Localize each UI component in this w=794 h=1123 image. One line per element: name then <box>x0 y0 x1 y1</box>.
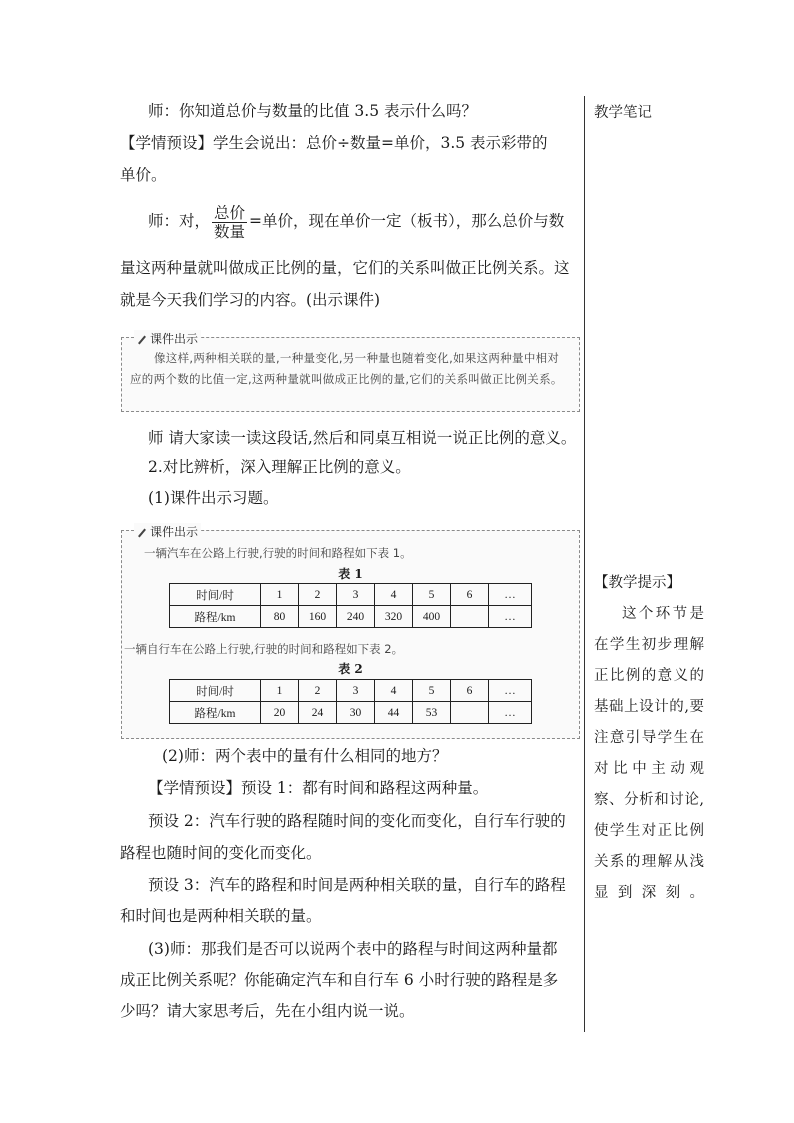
table-cell: 320 <box>375 606 413 628</box>
table-cell: … <box>489 702 532 724</box>
paragraph-line: 成正比例关系呢？你能确定汽车和自行车 6 小时行驶的路程是多 <box>120 971 559 989</box>
table-header-cell: 时间/时 <box>170 584 261 606</box>
table-header-cell: 路程/km <box>170 606 261 628</box>
table1 <box>169 583 532 628</box>
table-cell: 1 <box>261 680 299 702</box>
fraction-numerator: 总价 <box>214 203 246 222</box>
table-header-cell: 路程/km <box>170 702 261 724</box>
courseware-box-definition <box>121 332 580 412</box>
table-cell: 30 <box>337 702 375 724</box>
table-cell: 24 <box>299 702 337 724</box>
table-cell: 80 <box>261 606 299 628</box>
table-cell: 4 <box>375 680 413 702</box>
paragraph-line: 【学情预设】预设 1：都有时间和路程这两种量。 <box>148 779 489 797</box>
table-cell: … <box>489 606 532 628</box>
table-cell <box>451 702 489 724</box>
paragraph-line: 路程也随时间的变化而变化。 <box>120 844 322 862</box>
pen-icon <box>138 335 146 344</box>
table-cell: 3 <box>337 680 375 702</box>
table-row <box>170 584 532 606</box>
table-row <box>170 680 532 702</box>
table-cell <box>451 606 489 628</box>
paragraph-line: (3)师：那我们是否可以说两个表中的路程与时间这两种量都 <box>148 940 558 958</box>
table-cell: 4 <box>375 584 413 606</box>
table-cell: 2 <box>299 584 337 606</box>
notes-heading: 教学笔记 <box>594 105 652 121</box>
table-cell: 20 <box>261 702 299 724</box>
paragraph-line: (1)课件出示习题。 <box>148 489 279 507</box>
table-cell: … <box>489 584 532 606</box>
paragraph-line: (2)师：两个表中的量有什么相同的地方？ <box>162 747 448 765</box>
paragraph-line: 2.对比辨析，深入理解正比例的意义。 <box>148 458 411 476</box>
paragraph-line: 量这两种量就叫做成正比例的量，它们的关系叫做正比例关系。这 <box>120 259 570 277</box>
paragraph-line-fraction <box>148 202 582 241</box>
paragraph-line: 和时间也是两种相关联的量。 <box>120 907 322 925</box>
table-cell: 160 <box>299 606 337 628</box>
table-cell: … <box>489 680 532 702</box>
courseware-box-exercise <box>121 525 580 739</box>
table-cell: 5 <box>413 680 451 702</box>
paragraph-line: 师：你知道总价与数量的比值 3.5 表示什么吗？ <box>148 102 478 120</box>
courseware-tag: 课件出示 <box>134 330 201 347</box>
paragraph-line: 【学情预设】学生会说出：总价÷数量=单价，3.5 表示彩带的 <box>120 134 548 152</box>
table-cell: 6 <box>451 680 489 702</box>
fraction-denominator: 数量 <box>214 222 246 241</box>
teaching-tip-body: 这个环节是在学生初步理解正比例的意义的基础上设计的,要注意引导学生在对比中主动观察、分析和讨论,使学生对正比例关系的理解从浅显到深刻。 <box>594 606 704 901</box>
paragraph-line: 就是今天我们学习的内容。(出示课件) <box>120 291 381 309</box>
paragraph-line: 少吗？请大家思考后，先在小组内说一说。 <box>120 1002 415 1020</box>
fraction-prefix: 师：对， <box>148 212 211 230</box>
table2-caption: 表 2 <box>338 662 363 676</box>
teaching-tip <box>594 568 704 909</box>
table-cell: 5 <box>413 584 451 606</box>
teaching-tip-heading: 【教学提示】 <box>594 575 681 591</box>
table-cell: 6 <box>451 584 489 606</box>
table1-intro: 一辆汽车在公路上行驶,行驶的时间和路程如下表 1。 <box>144 546 412 560</box>
table2-intro: 一辆自行车在公路上行驶,行驶的时间和路程如下表 2。 <box>124 642 404 656</box>
table2 <box>169 679 532 724</box>
table-row <box>170 606 532 628</box>
table-cell: 2 <box>299 680 337 702</box>
fraction <box>212 204 247 241</box>
paragraph-line: 单价。 <box>120 166 167 184</box>
paragraph-line: 师 请大家读一读这段话,然后和同桌互相说一说正比例的意义。 <box>148 429 577 447</box>
table-cell: 53 <box>413 702 451 724</box>
definition-text: 像这样,两种相关联的量,一种量变化,另一种量也随着变化,如果这两种量中相对应的两个数的比值一定,这两种量就叫做成正比例的量,它们的关系叫做正比例关系。 <box>130 351 563 386</box>
table-row <box>170 702 532 724</box>
table-cell: 400 <box>413 606 451 628</box>
table-cell: 240 <box>337 606 375 628</box>
table1-caption: 表 1 <box>338 567 363 581</box>
paragraph-line: 预设 2：汽车行驶的路程随时间的变化而变化，自行车行驶的 <box>148 812 566 830</box>
fraction-suffix: =单价，现在单价一定（板书），那么总价与数 <box>249 212 565 230</box>
pen-icon <box>138 528 146 537</box>
courseware-tag: 课件出示 <box>134 523 201 540</box>
margin-divider <box>584 96 585 1032</box>
paragraph-line: 预设 3：汽车的路程和时间是两种相关联的量，自行车的路程 <box>148 876 566 894</box>
table-header-cell: 时间/时 <box>170 680 261 702</box>
table-cell: 3 <box>337 584 375 606</box>
table-cell: 1 <box>261 584 299 606</box>
table-cell: 44 <box>375 702 413 724</box>
